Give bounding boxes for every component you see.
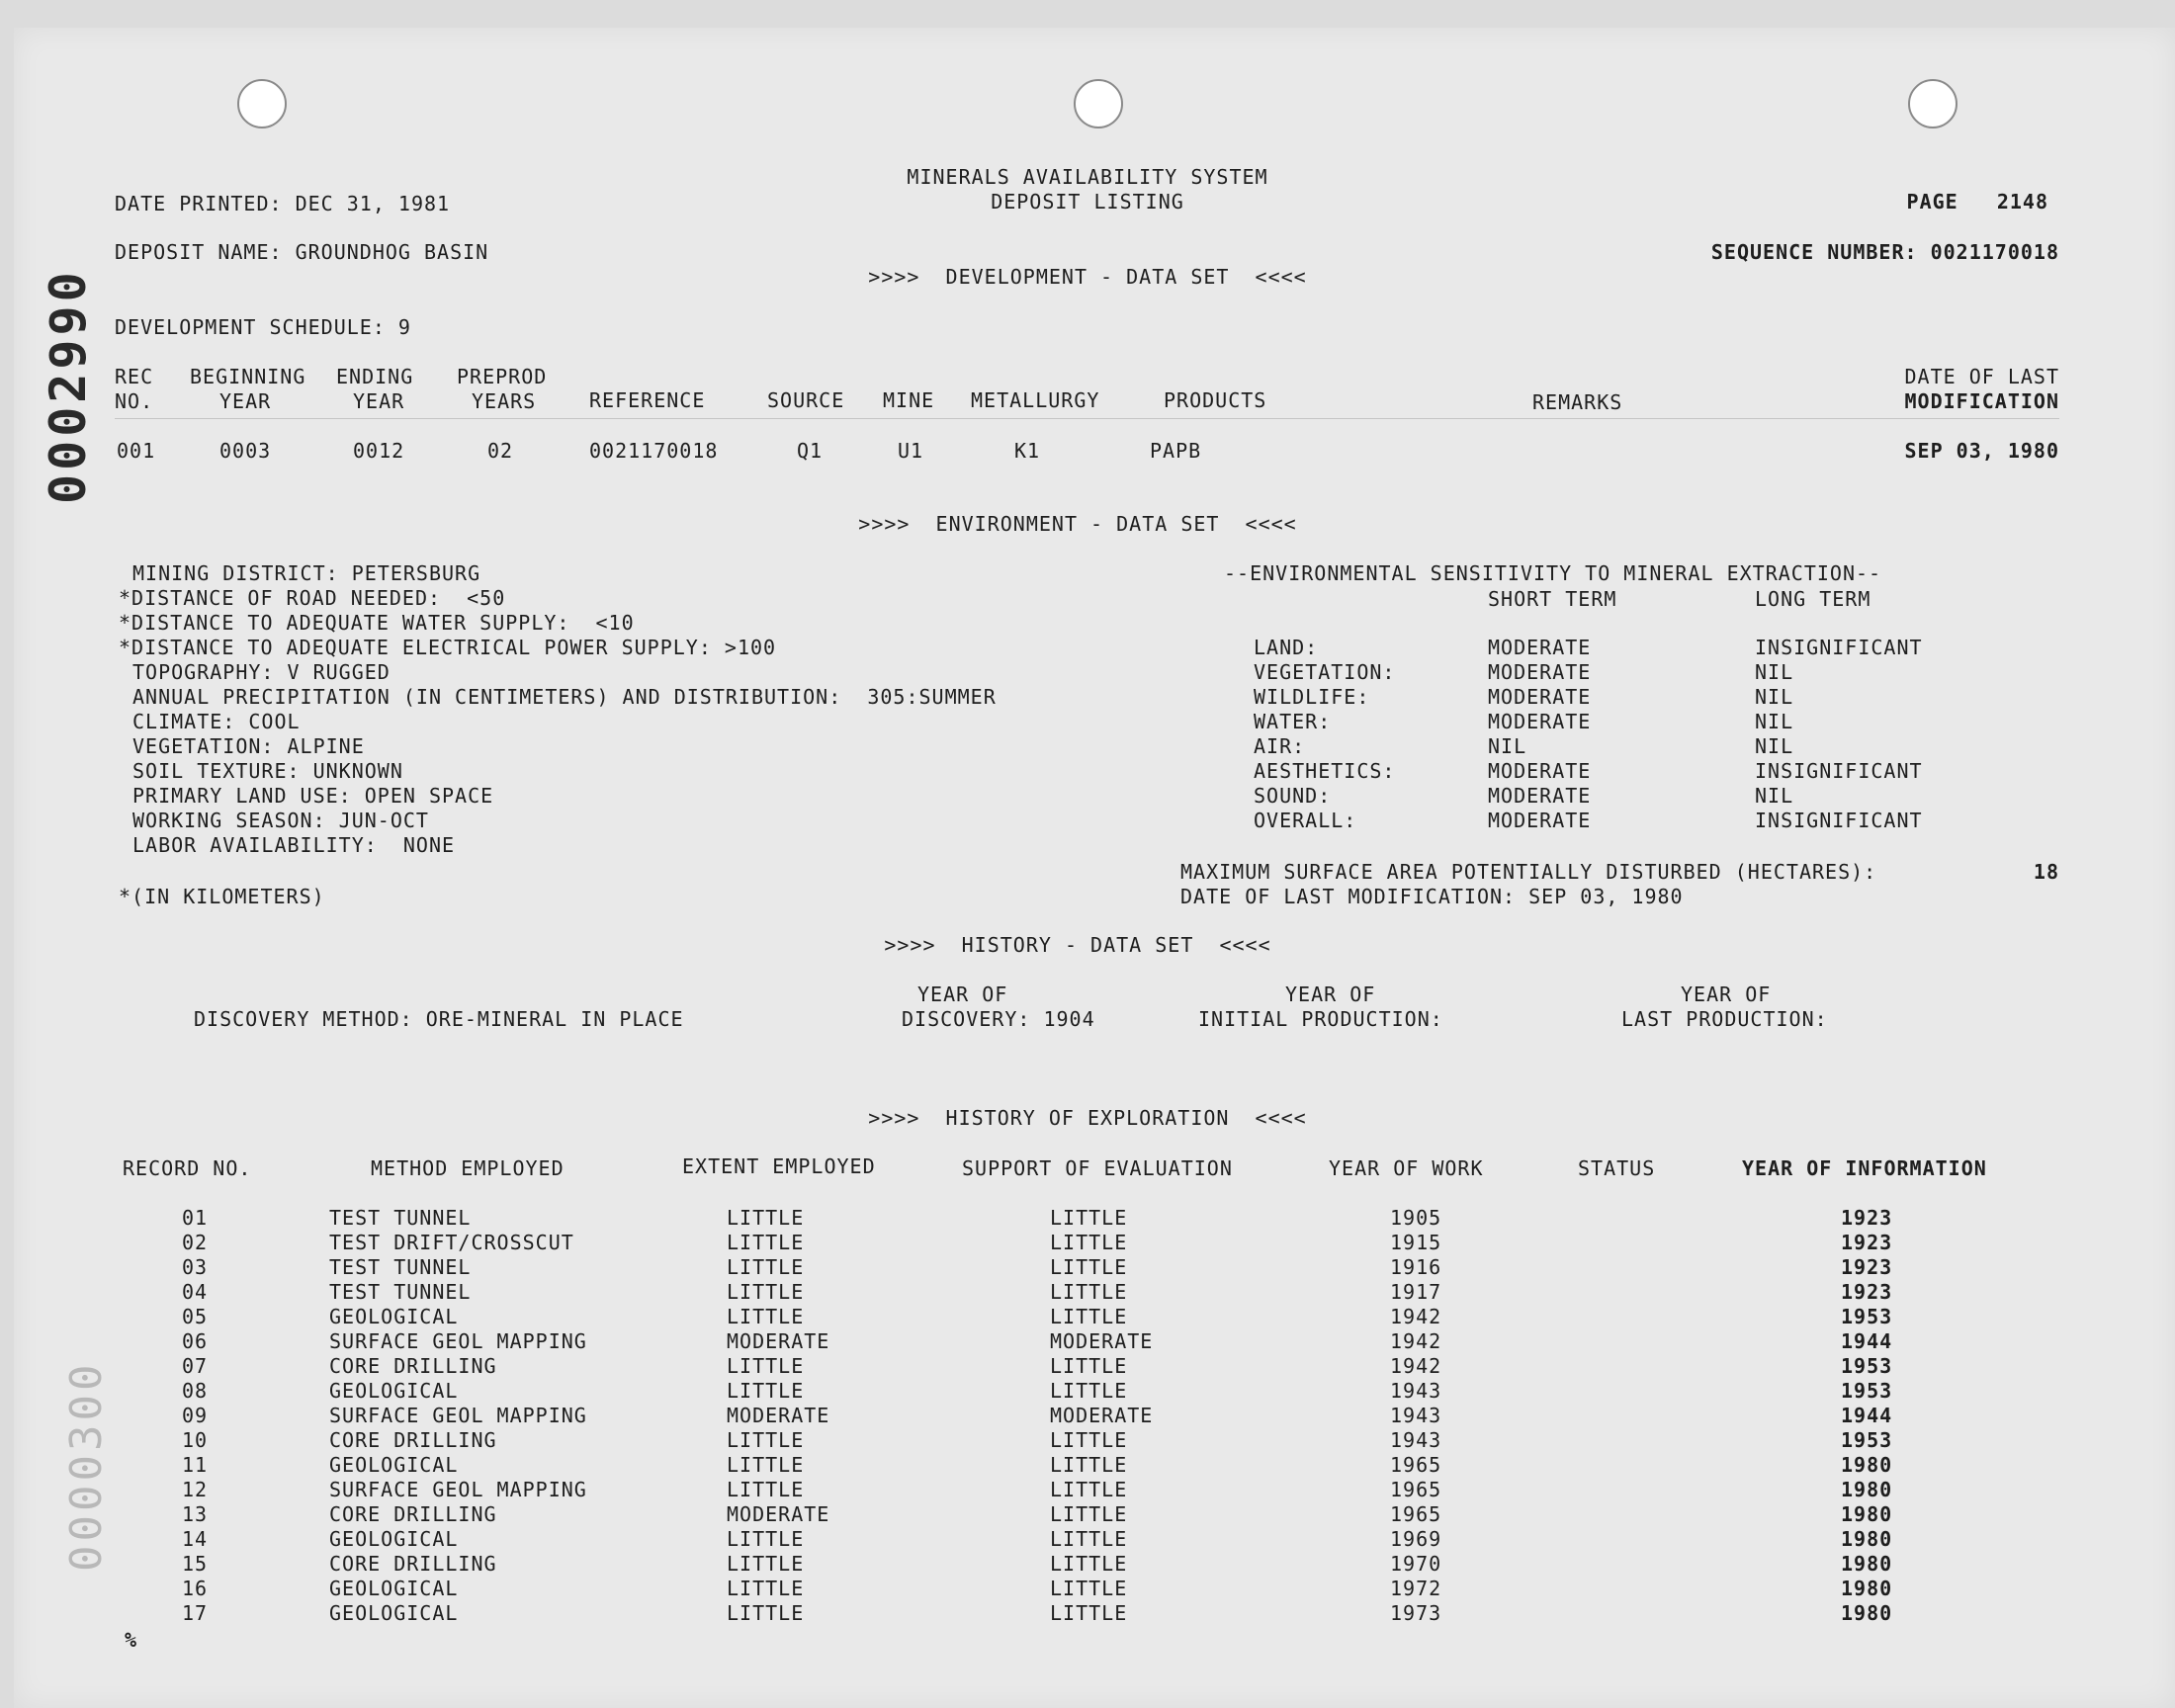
env-road-distance: *DISTANCE OF ROAD NEEDED: <50 (119, 586, 506, 610)
sensitivity-category: OVERALL: (1254, 809, 1357, 832)
method-employed: GEOLOGICAL (329, 1601, 459, 1625)
record-no: 15 (182, 1552, 209, 1576)
support-of-evaluation: LITTLE (1050, 1206, 1128, 1230)
year-of-work: 1915 (1390, 1231, 1442, 1254)
hdr-begin-1: BEGINNING (190, 365, 306, 388)
hdr-method: METHOD EMPLOYED (371, 1156, 565, 1180)
extent-employed: MODERATE (727, 1502, 830, 1526)
env-land-use: PRIMARY LAND USE: OPEN SPACE (132, 784, 494, 808)
date-printed: DATE PRINTED: DEC 31, 1981 (115, 192, 451, 215)
dev-end: 0012 (353, 439, 405, 463)
env-precipitation: ANNUAL PRECIPITATION (IN CENTIMETERS) AND DISTRIBUTION: 305:SUMMER (132, 685, 997, 709)
dev-preprod: 02 (487, 439, 514, 463)
support-of-evaluation: LITTLE (1050, 1527, 1128, 1551)
sensitivity-long-header: LONG TERM (1755, 587, 1871, 611)
extent-employed: LITTLE (727, 1206, 805, 1230)
env-footnote: *(IN KILOMETERS) (119, 885, 325, 908)
sensitivity-category: SOUND: (1254, 784, 1332, 808)
hdr-end-2: YEAR (353, 389, 405, 413)
record-no: 05 (182, 1305, 209, 1328)
hdr-year-info: YEAR OF INFORMATION (1742, 1156, 1987, 1180)
punch-hole-left (237, 79, 287, 128)
year-of-work: 1943 (1390, 1379, 1442, 1403)
extent-employed: MODERATE (727, 1329, 830, 1353)
year-of-information: 1953 (1841, 1354, 1893, 1378)
env-working-season: WORKING SEASON: JUN-OCT (132, 809, 429, 832)
dev-modified: SEP 03, 1980 (1904, 439, 2059, 463)
year-of-work: 1917 (1390, 1280, 1442, 1304)
year-of-information: 1953 (1841, 1379, 1893, 1403)
year-of-information: 1923 (1841, 1255, 1893, 1279)
support-of-evaluation: LITTLE (1050, 1478, 1128, 1501)
sensitivity-category: AESTHETICS: (1254, 759, 1396, 783)
record-no: 09 (182, 1404, 209, 1427)
extent-employed: LITTLE (727, 1552, 805, 1576)
year-of-work: 1905 (1390, 1206, 1442, 1230)
support-of-evaluation: LITTLE (1050, 1231, 1128, 1254)
sensitivity-short-header: SHORT TERM (1488, 587, 1617, 611)
extent-employed: LITTLE (727, 1305, 805, 1328)
support-of-evaluation: LITTLE (1050, 1428, 1128, 1452)
history-title: >>>> HISTORY - DATA SET <<<< (884, 933, 1271, 957)
exploration-title: >>>> HISTORY OF EXPLORATION <<<< (868, 1106, 1307, 1130)
extent-employed: LITTLE (727, 1478, 805, 1501)
env-power-distance: *DISTANCE TO ADEQUATE ELECTRICAL POWER SUPPLY: >100 (119, 636, 777, 659)
hdr-preprod-1: PREPROD (457, 365, 548, 388)
sensitivity-title: --ENVIRONMENTAL SENSITIVITY TO MINERAL EXTRACTION-- (1224, 561, 1882, 585)
extent-employed: LITTLE (727, 1453, 805, 1477)
year-of-work: 1969 (1390, 1527, 1442, 1551)
support-of-evaluation: LITTLE (1050, 1502, 1128, 1526)
support-of-evaluation: MODERATE (1050, 1404, 1154, 1427)
development-title: >>>> DEVELOPMENT - DATA SET <<<< (868, 265, 1307, 289)
env-vegetation: VEGETATION: ALPINE (132, 734, 365, 758)
extent-employed: MODERATE (727, 1404, 830, 1427)
hdr-products: PRODUCTS (1164, 388, 1267, 412)
discovery-method: DISCOVERY METHOD: ORE-MINERAL IN PLACE (194, 1007, 684, 1031)
hdr-rec-2: NO. (115, 389, 154, 413)
year-of-work: 1970 (1390, 1552, 1442, 1576)
record-no: 16 (182, 1577, 209, 1600)
sensitivity-category: WATER: (1254, 710, 1332, 733)
method-employed: SURFACE GEOL MAPPING (329, 1329, 587, 1353)
sensitivity-category: LAND: (1254, 636, 1319, 659)
record-no: 02 (182, 1231, 209, 1254)
sensitivity-short: NIL (1488, 734, 1527, 758)
sensitivity-long: INSIGNIFICANT (1755, 636, 1923, 659)
last-production: LAST PRODUCTION: (1621, 1007, 1828, 1031)
max-area-label: MAXIMUM SURFACE AREA POTENTIALLY DISTURBED (HECTARES): (1180, 860, 1877, 884)
page-number: PAGE 2148 (1906, 190, 2048, 214)
support-of-evaluation: LITTLE (1050, 1577, 1128, 1600)
development-header-rule (115, 418, 2059, 419)
dev-rec: 001 (117, 439, 156, 463)
year-of-work: 1972 (1390, 1577, 1442, 1600)
max-area-value: 18 (2033, 860, 2059, 884)
method-employed: TEST TUNNEL (329, 1280, 472, 1304)
environment-title: >>>> ENVIRONMENT - DATA SET <<<< (858, 512, 1297, 536)
env-labor: LABOR AVAILABILITY: NONE (132, 833, 456, 857)
record-no: 17 (182, 1601, 209, 1625)
year-of-last-label: YEAR OF (1681, 982, 1772, 1006)
year-of-work: 1965 (1390, 1502, 1442, 1526)
year-of-initial-label: YEAR OF (1285, 982, 1376, 1006)
method-employed: GEOLOGICAL (329, 1577, 459, 1600)
year-of-information: 1923 (1841, 1280, 1893, 1304)
sequence-number: SEQUENCE NUMBER: 0021170018 (1710, 240, 2059, 264)
year-of-information: 1980 (1841, 1478, 1893, 1501)
hdr-mine: MINE (883, 388, 935, 412)
support-of-evaluation: LITTLE (1050, 1255, 1128, 1279)
support-of-evaluation: LITTLE (1050, 1552, 1128, 1576)
method-employed: GEOLOGICAL (329, 1379, 459, 1403)
year-of-work: 1965 (1390, 1478, 1442, 1501)
stamp-number-bottom: 0000300 (61, 1360, 112, 1572)
dev-mine: U1 (898, 439, 924, 463)
deposit-name: DEPOSIT NAME: GROUNDHOG BASIN (115, 240, 489, 264)
year-of-information: 1953 (1841, 1428, 1893, 1452)
sensitivity-long: NIL (1755, 685, 1794, 709)
hdr-modification-2: MODIFICATION (1904, 389, 2059, 413)
hdr-rec-1: REC (115, 365, 154, 388)
year-of-work: 1942 (1390, 1305, 1442, 1328)
year-of-work: 1965 (1390, 1453, 1442, 1477)
development-schedule: DEVELOPMENT SCHEDULE: 9 (115, 315, 411, 339)
sensitivity-long: NIL (1755, 710, 1794, 733)
sensitivity-long: NIL (1755, 660, 1794, 684)
method-employed: CORE DRILLING (329, 1502, 497, 1526)
extent-employed: LITTLE (727, 1379, 805, 1403)
hdr-reference: REFERENCE (589, 388, 706, 412)
env-soil-texture: SOIL TEXTURE: UNKNOWN (132, 759, 403, 783)
method-employed: SURFACE GEOL MAPPING (329, 1478, 587, 1501)
extent-employed: LITTLE (727, 1577, 805, 1600)
hdr-preprod-2: YEARS (472, 389, 537, 413)
method-employed: CORE DRILLING (329, 1428, 497, 1452)
dev-metallurgy: K1 (1014, 439, 1041, 463)
sensitivity-short: MODERATE (1488, 809, 1592, 832)
support-of-evaluation: LITTLE (1050, 1305, 1128, 1328)
sensitivity-short: MODERATE (1488, 710, 1592, 733)
sensitivity-category: AIR: (1254, 734, 1306, 758)
hdr-record-no: RECORD NO. (123, 1156, 252, 1180)
listing-title: DEPOSIT LISTING (991, 190, 1184, 214)
record-no: 10 (182, 1428, 209, 1452)
year-of-information: 1980 (1841, 1453, 1893, 1477)
hdr-extent: EXTENT EMPLOYED (682, 1154, 876, 1178)
method-employed: GEOLOGICAL (329, 1453, 459, 1477)
year-of-information: 1923 (1841, 1206, 1893, 1230)
system-title: MINERALS AVAILABILITY SYSTEM (907, 165, 1268, 189)
dev-source: Q1 (797, 439, 824, 463)
hdr-source: SOURCE (767, 388, 845, 412)
record-no: 11 (182, 1453, 209, 1477)
record-no: 12 (182, 1478, 209, 1501)
extent-employed: LITTLE (727, 1527, 805, 1551)
method-employed: CORE DRILLING (329, 1552, 497, 1576)
extent-employed: LITTLE (727, 1428, 805, 1452)
sensitivity-long: INSIGNIFICANT (1755, 759, 1923, 783)
method-employed: GEOLOGICAL (329, 1527, 459, 1551)
record-no: 03 (182, 1255, 209, 1279)
method-employed: CORE DRILLING (329, 1354, 497, 1378)
year-of-information: 1980 (1841, 1527, 1893, 1551)
env-water-distance: *DISTANCE TO ADEQUATE WATER SUPPLY: <10 (119, 611, 635, 635)
stamp-number-top: 0002990 (40, 268, 97, 504)
punch-hole-right (1908, 79, 1958, 128)
record-no: 07 (182, 1354, 209, 1378)
extent-employed: LITTLE (727, 1354, 805, 1378)
year-of-information: 1980 (1841, 1577, 1893, 1600)
env-climate: CLIMATE: COOL (132, 710, 301, 733)
sensitivity-category: WILDLIFE: (1254, 685, 1370, 709)
support-of-evaluation: LITTLE (1050, 1379, 1128, 1403)
year-of-information: 1980 (1841, 1601, 1893, 1625)
hdr-status: STATUS (1578, 1156, 1656, 1180)
dev-products: PAPB (1150, 439, 1202, 463)
punch-hole-center (1074, 79, 1123, 128)
dev-reference: 0021170018 (589, 439, 719, 463)
method-employed: TEST TUNNEL (329, 1255, 472, 1279)
env-mining-district: MINING DISTRICT: PETERSBURG (132, 561, 481, 585)
initial-production: INITIAL PRODUCTION: (1198, 1007, 1443, 1031)
year-of-discovery-label: YEAR OF (917, 982, 1008, 1006)
sensitivity-long: NIL (1755, 734, 1794, 758)
method-employed: TEST DRIFT/CROSSCUT (329, 1231, 574, 1254)
support-of-evaluation: LITTLE (1050, 1453, 1128, 1477)
hdr-year-work: YEAR OF WORK (1329, 1156, 1484, 1180)
env-last-modification: DATE OF LAST MODIFICATION: SEP 03, 1980 (1180, 885, 1684, 908)
method-employed: SURFACE GEOL MAPPING (329, 1404, 587, 1427)
hdr-support: SUPPORT OF EVALUATION (962, 1156, 1233, 1180)
end-mark: % (125, 1628, 138, 1652)
hdr-modification-1: DATE OF LAST (1904, 365, 2059, 388)
extent-employed: LITTLE (727, 1280, 805, 1304)
year-of-information: 1923 (1841, 1231, 1893, 1254)
year-of-information: 1953 (1841, 1305, 1893, 1328)
record-no: 13 (182, 1502, 209, 1526)
method-employed: TEST TUNNEL (329, 1206, 472, 1230)
support-of-evaluation: LITTLE (1050, 1354, 1128, 1378)
method-employed: GEOLOGICAL (329, 1305, 459, 1328)
extent-employed: LITTLE (727, 1255, 805, 1279)
year-of-work: 1916 (1390, 1255, 1442, 1279)
year-of-information: 1980 (1841, 1552, 1893, 1576)
year-of-work: 1942 (1390, 1329, 1442, 1353)
support-of-evaluation: LITTLE (1050, 1280, 1128, 1304)
hdr-end-1: ENDING (336, 365, 414, 388)
record-no: 04 (182, 1280, 209, 1304)
sensitivity-short: MODERATE (1488, 636, 1592, 659)
sensitivity-short: MODERATE (1488, 660, 1592, 684)
year-of-work: 1943 (1390, 1404, 1442, 1427)
record-no: 06 (182, 1329, 209, 1353)
record-no: 08 (182, 1379, 209, 1403)
year-of-work: 1973 (1390, 1601, 1442, 1625)
sensitivity-long: NIL (1755, 784, 1794, 808)
year-of-discovery: DISCOVERY: 1904 (902, 1007, 1095, 1031)
extent-employed: LITTLE (727, 1231, 805, 1254)
hdr-metallurgy: METALLURGY (971, 388, 1100, 412)
hdr-begin-2: YEAR (219, 389, 272, 413)
year-of-information: 1944 (1841, 1329, 1893, 1353)
hdr-remarks: REMARKS (1532, 390, 1623, 414)
sensitivity-short: MODERATE (1488, 784, 1592, 808)
sensitivity-short: MODERATE (1488, 759, 1592, 783)
year-of-work: 1942 (1390, 1354, 1442, 1378)
sensitivity-long: INSIGNIFICANT (1755, 809, 1923, 832)
record-no: 01 (182, 1206, 209, 1230)
year-of-information: 1980 (1841, 1502, 1893, 1526)
dev-begin: 0003 (219, 439, 272, 463)
year-of-work: 1943 (1390, 1428, 1442, 1452)
sensitivity-category: VEGETATION: (1254, 660, 1396, 684)
support-of-evaluation: MODERATE (1050, 1329, 1154, 1353)
extent-employed: LITTLE (727, 1601, 805, 1625)
record-no: 14 (182, 1527, 209, 1551)
env-topography: TOPOGRAPHY: V RUGGED (132, 660, 391, 684)
year-of-information: 1944 (1841, 1404, 1893, 1427)
sensitivity-short: MODERATE (1488, 685, 1592, 709)
support-of-evaluation: LITTLE (1050, 1601, 1128, 1625)
